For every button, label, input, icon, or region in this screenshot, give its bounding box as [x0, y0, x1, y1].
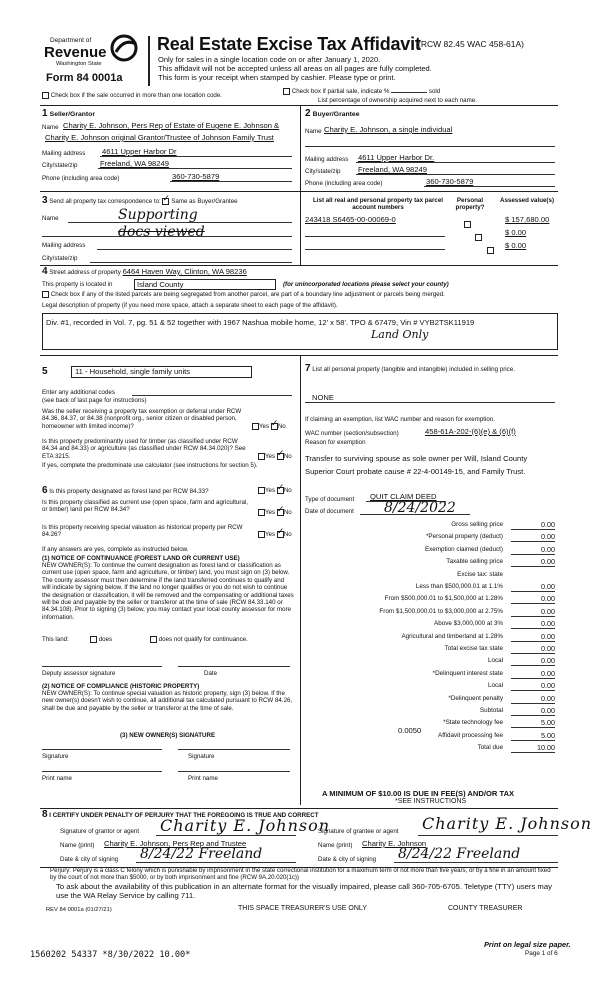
section6-q3: Is this property receiving special valuation as historical property per RCW 84.26?: [42, 524, 243, 539]
section7-label: List all personal property (tangible and intangible) included in selling price.: [312, 366, 515, 373]
tax-row: [305, 532, 555, 543]
tax-row-value[interactable]: 0.00: [511, 681, 555, 691]
continuance-body: NEW OWNER(S): To continue the current designation as forest land or classification as current use (open space, farm and agriculture, or timber) land, you must sign on (3) below. The county assessor must then determine if the land transferred continues to qualify and will indicate by signing below. If the land no longer qualifies or you do not wish to continue the designation or classification, it will be removed and the compensating or additional taxes will be due and payable by the seller or transferor at the time of sale (RCW 84.33.140 or 84.34.108). Prior to signing (3) below, you may contact your local county assessor for more information.: [42, 562, 294, 621]
seller-mailing-label: Mailing address: [42, 150, 86, 157]
personal-property-checkbox-2[interactable]: [475, 234, 482, 241]
tax-row-label: Agricultural and timberland at 1.28%: [401, 632, 503, 640]
historic-body: NEW OWNER(S): To continue special valuation as historic property, sign (3) below. If the new owner(s) doesn't wish to continue, all additional tax calculated pursuant to RCW 84.26, shall be due and payable by the seller or transferor at the time of sale.: [42, 690, 293, 712]
notice-1: Only for sales in a single location code on or after January 1, 2020.: [158, 55, 381, 64]
tax-row: [305, 619, 555, 630]
tax-row-value[interactable]: 0.00: [511, 669, 555, 679]
historic-heading: (2) NOTICE OF COMPLIANCE (HISTORIC PROPERTY): [42, 683, 200, 690]
personal-property-checkbox-1[interactable]: [464, 221, 471, 228]
tax-row-label: Taxable selling price: [446, 558, 503, 566]
segregated-checkbox[interactable]: [42, 291, 49, 298]
tax-row: [305, 694, 555, 705]
seller-city-line: [98, 168, 292, 169]
deputy-date-line: [178, 666, 290, 667]
owner-sig-label-1: Signature: [42, 753, 69, 760]
buyer-phone-label: Phone (including area code): [305, 180, 383, 187]
q2-no-checkbox[interactable]: [277, 453, 284, 460]
tax-row: [305, 632, 555, 643]
tax-row-value[interactable]: 0.00: [511, 557, 555, 567]
does-checkbox[interactable]: [90, 636, 97, 643]
section1-heading: [42, 109, 95, 119]
seller-name-1[interactable]: Charity E. Johnson, Pers Rep of Estate of Eugene E. Johnson &: [63, 121, 280, 130]
doc-type-label: Type of document: [305, 496, 355, 503]
section3-mailing-label: Mailing address: [42, 242, 86, 249]
s6q1-no-label: No: [283, 487, 292, 495]
tax-row-label: Affidavit processing fee: [438, 731, 503, 739]
section4-no: 4: [42, 266, 48, 277]
deputy-date-label: Date: [204, 670, 218, 677]
s6q2-no-label: No: [283, 509, 292, 517]
percentage-note: List percentage of ownership acquired next to each name.: [318, 97, 477, 104]
s6q3-no-label: No: [283, 531, 292, 539]
deputy-sig-label: Deputy assessor signature: [42, 670, 116, 677]
tax-row-value[interactable]: 0.00: [511, 545, 555, 555]
s6q2-yes-label: Yes: [265, 509, 276, 517]
use-code-value: 11 - Household, single family units: [75, 367, 191, 376]
section1-no: 1: [42, 108, 48, 119]
form-number: Form 84 0001a: [46, 72, 123, 84]
notice-2: This affidavit will not be accepted unless all areas on all pages are fully completed.: [158, 64, 432, 73]
section5-q2: Is this property predominantly used for timber (as classified under RCW 84.34 and 84.33) or agriculture (as classified under RCW 84.34.020)? See ETA 3215.: [42, 438, 246, 460]
owner-print-label-2: Print name: [188, 775, 218, 782]
section3-label: Send all property tax correspondence to:: [49, 198, 161, 205]
s6q2-no-checkbox[interactable]: [277, 509, 284, 516]
grantor-signature[interactable]: Charity E. Johnson: [160, 816, 331, 835]
tax-row-label: Exemption claimed (deduct): [424, 545, 503, 553]
owner-print-line-1: [42, 771, 162, 772]
section7-heading: [305, 365, 555, 373]
owner-sig-line-1: [42, 749, 162, 750]
grantor-sig-line: [156, 835, 296, 836]
parcel-line-2: [305, 236, 445, 237]
local-rate: 0.0050: [398, 726, 422, 735]
tax-row: [305, 520, 555, 531]
section6-q1: Is this property designated as forest land per RCW 84.33?: [49, 488, 209, 495]
tax-row-label: Above $3,000,000 at 3%: [434, 620, 503, 628]
tax-row-label: Gross selling price: [451, 521, 503, 528]
tax-row-label: Total due: [477, 744, 503, 752]
new-owner-sig-heading: (3) NEW OWNER(S) SIGNATURE: [120, 732, 216, 739]
q1-yes-checkbox[interactable]: [252, 423, 259, 430]
tax-row-value[interactable]: 5.00: [511, 718, 555, 728]
certify-text: I CERTIFY UNDER PENALTY OF PERJURY THAT THE FOREGOING IS TRUE AND CORRECT: [49, 812, 319, 819]
rule-4: [40, 355, 558, 356]
doc-date[interactable]: 8/24/2022: [384, 500, 456, 516]
grantor-name-print[interactable]: Charity E. Johnson, Pers Rep and Trustee: [104, 839, 247, 848]
buyer-mailing[interactable]: 4611 Upper Harbor Dr.: [358, 153, 435, 162]
grantee-name-print[interactable]: Charity E. Johnson: [362, 839, 427, 848]
wac-number[interactable]: 458-61A-202-(6)(e) & (6)(f): [425, 427, 516, 436]
partial-sale-label: Check box if partial sale, indicate %: [291, 88, 390, 96]
tax-row: [305, 743, 555, 754]
tax-row-value[interactable]: 0.00: [511, 532, 555, 542]
seller-city-label: City/state/zip: [42, 162, 78, 169]
use-code-select[interactable]: [71, 366, 252, 378]
multi-location-check[interactable]: [42, 92, 222, 100]
supporting-handwritten: Supporting: [118, 207, 198, 223]
multi-location-label: Check box if the sale occurred in more than one location code.: [50, 92, 223, 100]
tax-row-value[interactable]: 0.00: [511, 656, 555, 666]
does-not-option[interactable]: [150, 636, 290, 644]
seller-city[interactable]: Freeland, WA 98249: [100, 159, 169, 168]
located-in-label: This property is located in: [42, 281, 113, 288]
form-rcw: (RCW 82.45 WAC 458-61A): [418, 39, 524, 49]
tax-row-label: Excise tax: state: [457, 570, 503, 578]
tax-row-value[interactable]: 0.00: [511, 594, 555, 604]
reason-label: Reason for exemption: [305, 439, 366, 446]
section5-q2-answer: [258, 453, 292, 461]
tax-row-value[interactable]: 5.00: [511, 731, 555, 741]
tax-row: [305, 681, 555, 692]
does-not-label: does not qualify for continuance.: [158, 636, 248, 644]
tax-row-value[interactable]: 0.00: [511, 694, 555, 704]
exemption-label: If claiming an exemption, list WAC number and reason for exemption.: [305, 416, 495, 423]
section6-q2: Is this property classified as current use (open space, farm and agricultural, or timber) land per RCW 84.34?: [42, 499, 249, 514]
section3-no: 3: [42, 195, 48, 206]
tax-row: [305, 706, 555, 717]
assessed-value-3[interactable]: $ 0.00: [505, 241, 527, 250]
this-land-label: This land:: [42, 636, 69, 643]
s6q3-yes-label: Yes: [265, 531, 276, 539]
legal-desc-box[interactable]: [42, 313, 558, 350]
seller-phone-label: Phone (including area code): [42, 175, 120, 182]
q2-no-label: No: [283, 453, 292, 461]
if-yes-note: If any answers are yes, complete as instructed below.: [42, 546, 189, 553]
tax-row-label: Total excise tax state: [444, 645, 503, 652]
seller-phone[interactable]: 360-730-5879: [172, 172, 220, 181]
grantor-name-label: Name (print): [60, 842, 95, 849]
wa-swirl-icon: [110, 34, 140, 62]
section7-no: 7: [305, 363, 311, 374]
tax-row: [305, 669, 555, 680]
parcel-number-1[interactable]: 243418 S6465-00-00069-0: [305, 215, 396, 224]
legal-desc: Div. #1, recorded in Vol. 7, pg. 51 & 52 together with 1967 Nashua mobile home, 12' x 58'. TPO & 67479, Vin # VYB2TSK11919: [46, 318, 475, 327]
seller-name-label: Name: [42, 124, 59, 131]
s6q1-yes-checkbox[interactable]: [258, 487, 265, 494]
county-note: (for unincorporated locations please select your county): [283, 281, 449, 288]
tax-row: [305, 594, 555, 605]
street-address[interactable]: 6464 Haven Way, Clinton, WA 98236: [122, 267, 247, 276]
parcels-col2: Personal property?: [455, 197, 485, 212]
section5-q1-answer: [252, 423, 286, 431]
land-only-handwritten: Land Only: [371, 328, 429, 341]
segregated-check[interactable]: [42, 291, 445, 299]
buyer-city-line: [356, 174, 555, 175]
tax-row-label: Less than $500,000.01 at 1.1%: [415, 583, 503, 590]
buyer-city-label: City/state/zip: [305, 168, 341, 175]
page-number: Page 1 of 6: [525, 950, 558, 957]
q1-no-label: No: [277, 423, 286, 431]
tax-row-label: From $1,500,000.01 to $3,000,000 at 2.75%: [379, 607, 503, 615]
tax-row-value[interactable]: 0.00: [511, 644, 555, 654]
partial-sale-check[interactable]: [283, 88, 440, 96]
grantee-sig-label: Signature of grantee or agent: [318, 828, 399, 835]
legal-size-note: Print on legal size paper.: [484, 940, 571, 949]
owner-print-label-1: Print name: [42, 775, 72, 782]
county-treasurer: COUNTY TREASURER: [448, 905, 523, 912]
dor-logo: [42, 34, 142, 72]
buyer-mailing-label: Mailing address: [305, 156, 349, 163]
seller-mailing-line: [100, 156, 292, 157]
grantor-date-city[interactable]: 8/24/22 Freeland: [140, 846, 263, 862]
section6-q1-row: [42, 487, 209, 495]
rule-3: [40, 265, 558, 266]
tax-row-label: From $500,000.01 to $1,500,000 at 1.28%: [384, 595, 503, 603]
rule-2: [40, 191, 558, 192]
tax-row-value[interactable]: 0.00: [511, 607, 555, 617]
buyer-name[interactable]: Charity E. Johnson, a single individual: [324, 125, 453, 134]
alt-format-notice: To ask about the availability of this publication in an alternate format for the visually impaired, please call 360-705-6705. Teletype (TTY) users may use the WA Relay Service by calling 711.: [56, 882, 552, 900]
section8-no: 8: [42, 809, 48, 820]
seller-name-2[interactable]: Charity E. Johnson original Grantor/Trustee of Johnson Family Trust: [45, 133, 274, 142]
county-select[interactable]: [134, 279, 276, 290]
tax-row-value[interactable]: 0.00: [511, 520, 555, 530]
section5-no: 5: [42, 366, 48, 377]
section3-city-line: [90, 262, 292, 263]
does-not-checkbox[interactable]: [150, 636, 157, 643]
tax-row-label: *State technology fee: [443, 719, 503, 727]
dept-line2: Revenue: [44, 44, 107, 61]
personal-property-checkbox-3[interactable]: [487, 247, 494, 254]
tax-row-value[interactable]: 0.00: [511, 632, 555, 642]
same-as-buyer-checkbox[interactable]: [162, 198, 169, 205]
see-back-label: (see back of last page for instructions): [42, 397, 147, 404]
buyer-name-label: Name: [305, 128, 322, 135]
top-rule: [40, 105, 558, 106]
section6-no: 6: [42, 485, 48, 496]
assessed-value-2[interactable]: $ 0.00: [505, 228, 527, 237]
section2-no: 2: [305, 108, 311, 119]
continuance-heading: (1) NOTICE OF CONTINUANCE (FOREST LAND OR CURRENT USE): [42, 555, 240, 562]
s6q1-yes-label: Yes: [265, 487, 276, 495]
q1-no-checkbox[interactable]: [271, 423, 278, 430]
center-rule-2: [300, 355, 301, 805]
tax-row: [305, 718, 555, 729]
perjury-notice: Perjury: Perjury is a class C felony which is punishable by imprisonment in the state correctional institution for a maximum term of not more than five years, or by a fine in an amount fixed by the court of not more than $5000, or by both imprisonment and fine (RCW 9A.20.020(1c)): [50, 867, 551, 882]
section5-q2b: If yes, complete the predominate use calculator (see instructions for section 5).: [42, 462, 258, 469]
see-instructions: *SEE INSTRUCTIONS: [395, 798, 467, 805]
grantee-signature[interactable]: Charity E. Johnson: [422, 814, 593, 833]
additional-codes-label: Enter any additional codes: [42, 389, 115, 396]
header-divider: [148, 36, 150, 86]
tax-row-label: Local: [487, 682, 503, 690]
wac-label: WAC number (section/subsection): [305, 430, 399, 437]
tax-row: [305, 570, 555, 581]
tax-row-label: *Delinquent penalty: [448, 694, 503, 702]
docs-viewed-handwritten: docs viewed: [118, 224, 205, 240]
buyer-name-line-2: [305, 146, 555, 147]
multi-location-checkbox[interactable]: [42, 92, 49, 99]
section3-heading: [42, 197, 238, 205]
tax-row-label: *Personal property (deduct): [425, 533, 503, 541]
parcels-col1: List all real and personal property tax parcel account numbers: [313, 197, 443, 212]
partial-sale-checkbox[interactable]: [283, 88, 290, 95]
grantee-date-city[interactable]: 8/24/22 Freeland: [398, 846, 521, 862]
seller-phone-line: [170, 181, 292, 182]
grantor-sig-label: Signature of grantor or agent: [60, 828, 140, 835]
reason-line-1[interactable]: Transfer to surviving spouse as sole owner per Will, Island County: [305, 454, 528, 463]
grantee-name-label: Name (print): [318, 842, 353, 849]
rule-8: [40, 808, 558, 809]
section5-q1: Was the seller receiving a property tax exemption or deferral under RCW 84.36, 84.37, or 84.38 (nonprofit org., senior citizen or disabled person, homeowner with limited income)?: [42, 408, 242, 430]
q2-yes-checkbox[interactable]: [258, 453, 265, 460]
s6q3-no-checkbox[interactable]: [277, 531, 284, 538]
tax-row-value[interactable]: 0.00: [511, 582, 555, 592]
s6q3-yes-checkbox[interactable]: [258, 531, 265, 538]
tax-row-label: Local: [487, 657, 503, 665]
does-option[interactable]: [90, 636, 112, 644]
parcels-col3: Assessed value(s): [500, 197, 554, 204]
minimum-due: A MINIMUM OF $10.00 IS DUE IN FEE(S) AND/OR TAX: [322, 789, 515, 798]
center-rule-1: [300, 105, 301, 265]
cashier-stamp: 1560202 54337 *8/30/2022 10.00*: [30, 950, 191, 960]
q1-yes-label: Yes: [259, 423, 270, 431]
buyer-city[interactable]: Freeland, WA 98249: [358, 165, 427, 174]
does-label: does: [98, 636, 113, 644]
section6-q3-answer: [258, 531, 292, 539]
grantee-date-line: [394, 862, 558, 863]
tax-row: [305, 644, 555, 655]
parcel-line-3: [305, 249, 445, 250]
section1-title: Seller/Grantor: [49, 111, 95, 118]
tax-row: [305, 731, 555, 742]
owner-sig-line-2: [178, 749, 290, 750]
grantor-date-line: [136, 862, 296, 863]
tax-row: [305, 582, 555, 593]
owner-print-line-2: [178, 771, 290, 772]
section4-street: [42, 268, 247, 276]
buyer-phone[interactable]: 360-730-5879: [426, 177, 474, 186]
personal-property-value[interactable]: NONE: [312, 393, 334, 402]
tax-row-label: Subtotal: [479, 707, 503, 714]
tax-row: [305, 545, 555, 556]
section3-name-label: Name: [42, 215, 59, 222]
form-title: Real Estate Excise Tax Affidavit: [157, 34, 421, 54]
notice-3: This form is your receipt when stamped by cashier. Please type or print.: [158, 73, 396, 82]
seller-mailing[interactable]: 4611 Upper Harbor Dr: [102, 147, 177, 156]
section3-mailing-line: [97, 249, 292, 250]
doc-date-line: [360, 514, 470, 515]
buyer-phone-line: [424, 186, 555, 187]
assessed-value-1[interactable]: $ 157,680.00: [505, 215, 550, 224]
tax-row-label: *Delinquent interest state: [432, 669, 503, 677]
reason-line-2[interactable]: Superior Court probate cause # 22-4-00149-15, and Family Trust.: [305, 467, 526, 476]
tax-row-value[interactable]: 0.00: [511, 619, 555, 629]
additional-codes-line: [132, 395, 292, 396]
s6q2-yes-checkbox[interactable]: [258, 509, 265, 516]
doc-type[interactable]: QUIT CLAIM DEED: [370, 492, 437, 501]
s6q1-no-checkbox[interactable]: [277, 487, 284, 494]
tax-row: [305, 557, 555, 568]
same-as-buyer-label: Same as Buyer/Grantee: [171, 198, 238, 205]
grantor-date-label: Date & city of signing: [60, 856, 119, 863]
buyer-mailing-line: [356, 162, 555, 163]
street-label: Street address of property: [49, 269, 121, 276]
county-value: Island County: [137, 280, 184, 289]
segregated-label: Check box if any of the listed parcels are being segregated from another parcel, are part of a boundary line adjustment or parcels being merged.: [50, 291, 445, 299]
legal-desc-label: Legal description of property (if you need more space, attach a separate sheet to each page of the affidavit).: [42, 302, 338, 309]
section6-q1-answer: [258, 487, 292, 495]
section3-city-label: City/state/zip: [42, 255, 78, 262]
rev-number: REV 84 0001a (01/27/21): [46, 907, 112, 913]
deputy-sig-line: [42, 666, 162, 667]
grantee-date-label: Date & city of signing: [318, 856, 377, 863]
section2-title: Buyer/Grantee: [312, 111, 360, 118]
treasurer-use: THIS SPACE TREASURER'S USE ONLY: [238, 905, 367, 912]
tax-row-value[interactable]: 10.00: [511, 743, 555, 753]
tax-row: [305, 607, 555, 618]
owner-sig-label-2: Signature: [188, 753, 215, 760]
personal-property-line: [305, 402, 555, 403]
section2-heading: [305, 109, 360, 119]
q2-yes-label: Yes: [265, 453, 276, 461]
sold-label: sold: [428, 88, 441, 96]
grantee-sig-line: [418, 835, 558, 836]
doc-date-label: Date of document: [305, 508, 354, 515]
dept-line3: Washington State: [56, 61, 102, 67]
section6-q2-answer: [258, 509, 292, 517]
dept-line1: Department of: [50, 37, 92, 44]
tax-row-value[interactable]: 0.00: [511, 706, 555, 716]
tax-row: [305, 656, 555, 667]
